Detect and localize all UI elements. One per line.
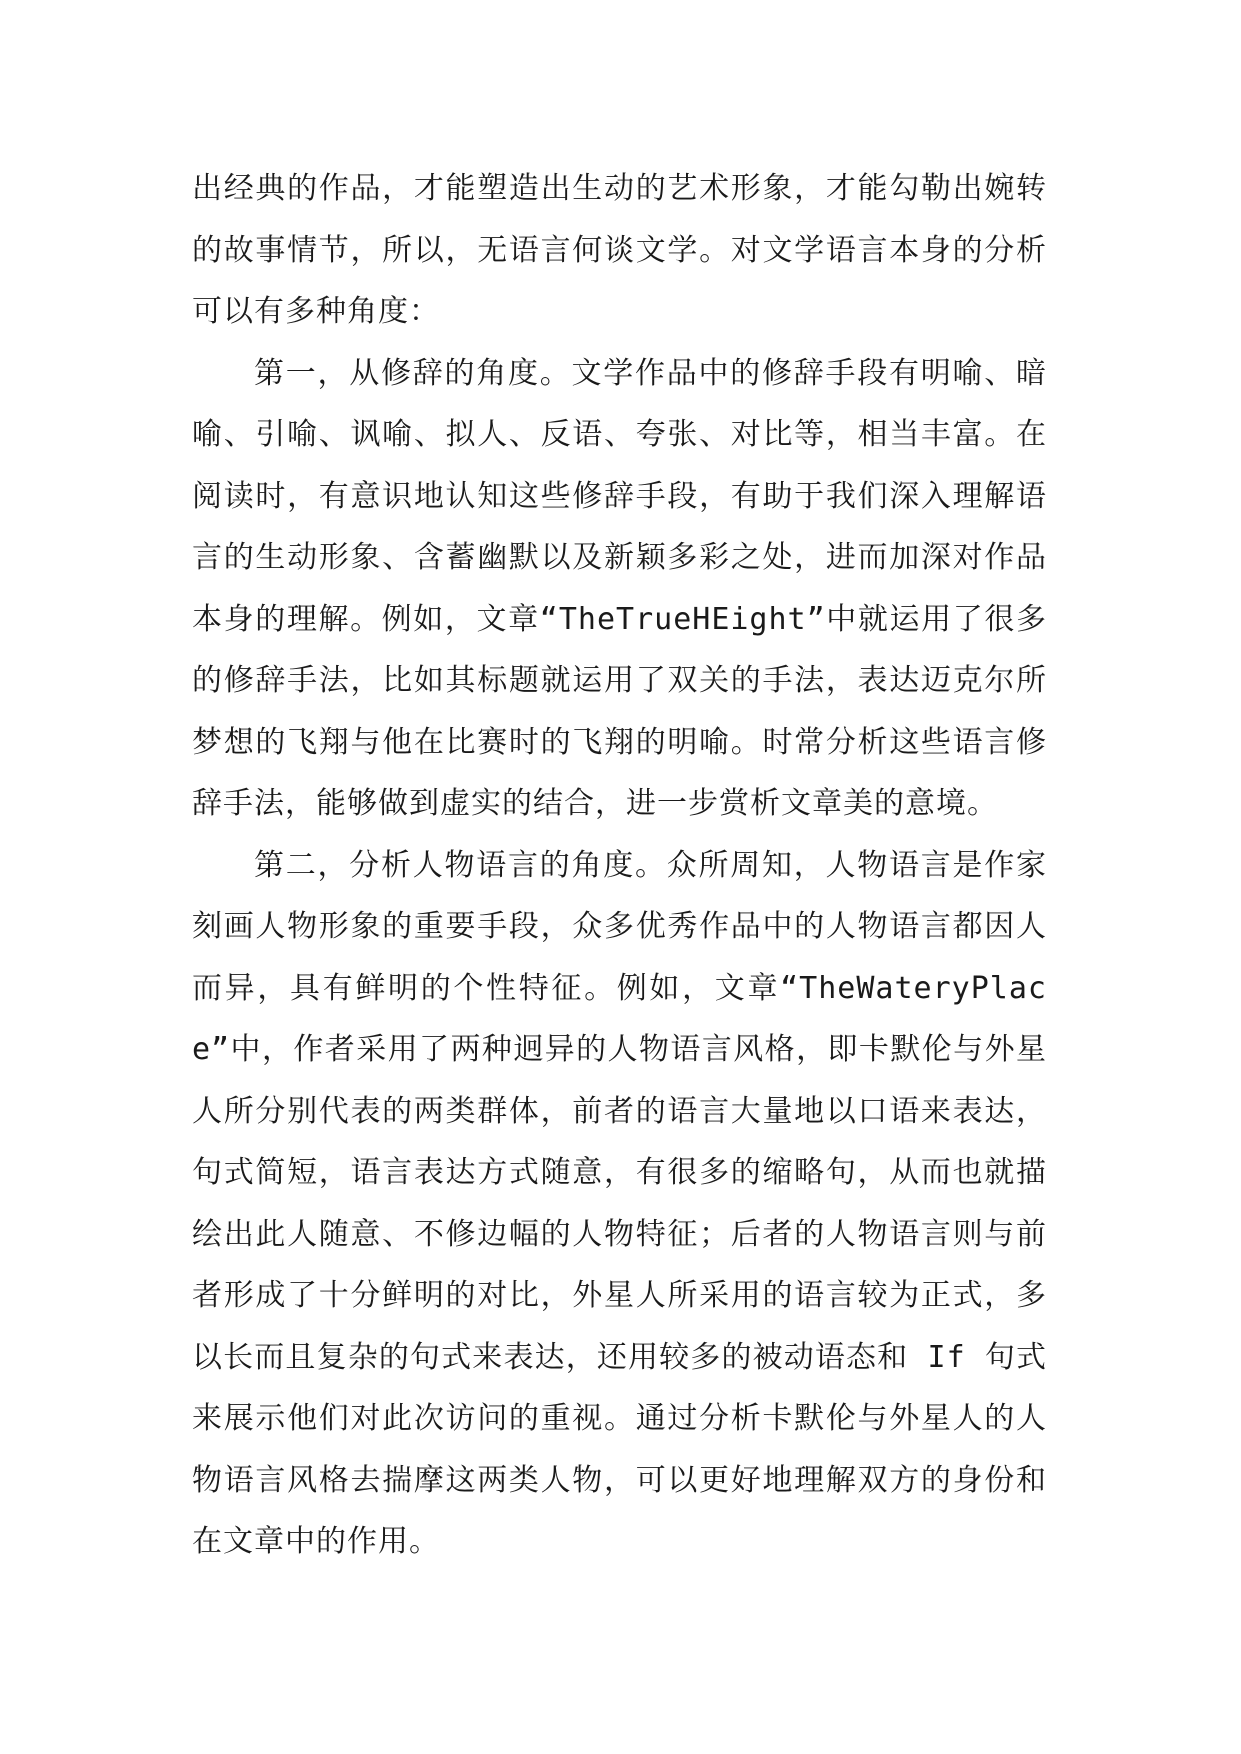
paragraph-character-language: 第二，分析人物语言的角度。众所周知，人物语言是作家刻画人物形象的重要手段，众多优秀作品中的人物语言都因人而异，具有鲜明的个性特征。例如，文章“TheWateryPlace”中，作者采用了两种迥异的人物语言风格，即卡默伦与外星人所分别代表的两类群体，前者的语言大量地以口语来表达，句式简短，语言表达方式随意，有很多的缩略句，从而也就描绘出此人随意、不修边幅的人物特征；后者的人物语言则与前者形成了十分鲜明的对比，外星人所采用的语言较为正式，多以长而且复杂的句式来表达，还用较多的被动语态和 If 句式来展示他们对此次访问的重视。通过分析卡默伦与外星人的人物语言风格去揣摩这两类人物，可以更好地理解双方的身份和在文章中的作用。: [192, 847, 1047, 1559]
paragraph-continuation: 出经典的作品，才能塑造出生动的艺术形象，才能勾勒出婉转的故事情节，所以，无语言何谈文学。对文学语言本身的分析可以有多种角度：: [192, 171, 1047, 329]
document-body: [192, 158, 1047, 1573]
paragraph-rhetoric: 第一，从修辞的角度。文学作品中的修辞手段有明喻、暗喻、引喻、讽喻、拟人、反语、夸张、对比等，相当丰富。在阅读时，有意识地认知这些修辞手段，有助于我们深入理解语言的生动形象、含蓄幽默以及新颖多彩之处，进而加深对作品本身的理解。例如，文章“TheTrueHEight”中就运用了很多的修辞手法，比如其标题就运用了双关的手法，表达迈克尔所梦想的飞翔与他在比赛时的飞翔的明喻。时常分析这些语言修辞手法，能够做到虚实的结合，进一步赏析文章美的意境。: [192, 355, 1047, 821]
